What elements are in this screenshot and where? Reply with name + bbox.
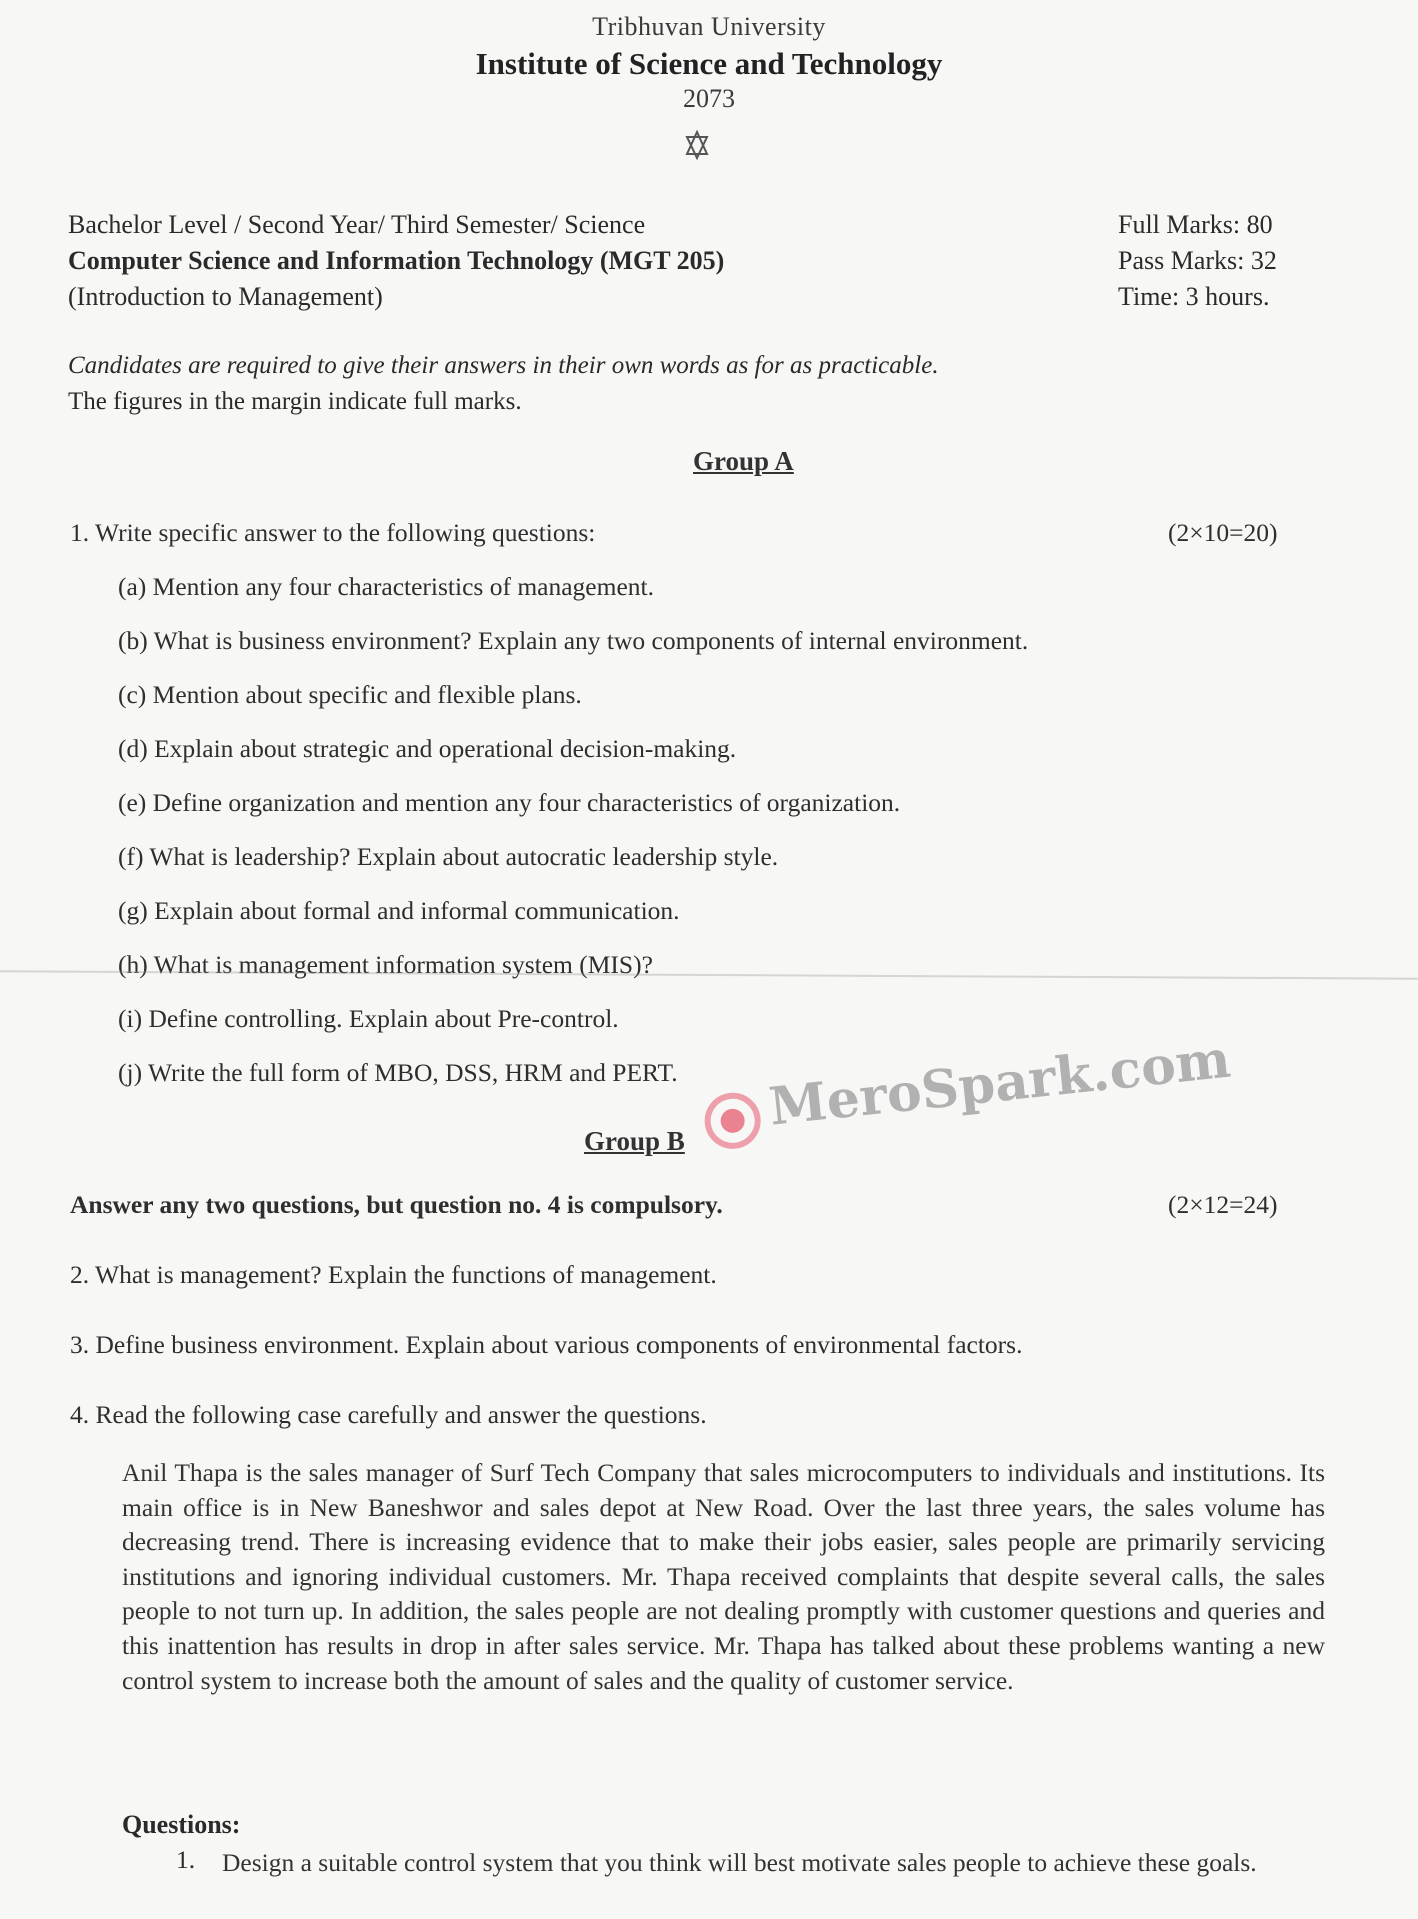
exam-year: 2073 xyxy=(683,84,735,113)
sub-question-j: (j) Write the full form of MBO, DSS, HRM and PERT. xyxy=(118,1058,678,1087)
question-3: 3. Define business environment. Explain about various components of environmental factors. xyxy=(70,1330,1023,1359)
sub-question-h: (h) What is management information system (MIS)? xyxy=(118,950,653,979)
sub-question-d: (d) Explain about strategic and operational decision-making. xyxy=(118,734,737,763)
level-line: Bachelor Level / Second Year/ Third Semester/ Science xyxy=(68,210,646,239)
group-a-title: Group A xyxy=(693,446,794,476)
sub-question-e: (e) Define organization and mention any four characteristics of organization. xyxy=(118,788,901,817)
institute-name: Institute of Science and Technology xyxy=(475,46,943,81)
instruction-line-2: The figures in the margin indicate full marks. xyxy=(68,388,522,415)
case-question-1: Design a suitable control system that you think will best motivate sales people to achieve these goals. xyxy=(222,1848,1257,1877)
question-2: 2. What is management? Explain the functions of management. xyxy=(70,1260,717,1289)
university-name: Tribhuvan University xyxy=(592,12,826,41)
sub-question-g: (g) Explain about formal and informal communication. xyxy=(118,896,680,925)
subject-line: (Introduction to Management) xyxy=(68,282,383,311)
full-marks: Full Marks: 80 xyxy=(1118,210,1273,239)
watermark xyxy=(700,1024,1234,1178)
question-1: 1. Write specific answer to the following questions: xyxy=(70,518,596,547)
case-question-1-number: 1. xyxy=(176,1845,196,1874)
sub-question-i: (i) Define controlling. Explain about Pre-control. xyxy=(118,1004,619,1033)
sub-question-a: (a) Mention any four characteristics of management. xyxy=(118,572,654,601)
group-a-marks: (2×10=20) xyxy=(1168,518,1278,547)
emblem-icon xyxy=(680,128,714,162)
sub-question-b: (b) What is business environment? Explain any two components of internal environment. xyxy=(118,626,1029,655)
course-line: Computer Science and Information Technology (MGT 205) xyxy=(68,246,725,275)
group-b-instruction: Answer any two questions, but question no. 4 is compulsory. xyxy=(70,1190,723,1219)
group-b-marks: (2×12=24) xyxy=(1168,1190,1278,1219)
question-4: 4. Read the following case carefully and answer the questions. xyxy=(70,1400,707,1429)
instruction-line-1: Candidates are required to give their answers in their own words as for as practicable. xyxy=(68,352,939,379)
questions-heading: Questions: xyxy=(122,1810,241,1839)
watermark-text: MeroSpark.com xyxy=(766,1028,1234,1138)
sub-question-f: (f) What is leadership? Explain about autocratic leadership style. xyxy=(118,842,779,871)
watermark-logo-icon xyxy=(702,1090,764,1152)
exam-time: Time: 3 hours. xyxy=(1118,282,1270,311)
case-study-paragraph: Anil Thapa is the sales manager of Surf Tech Company that sales microcomputers to individuals and institutions. Its main office is in New Baneshwor and sales depot at New Road. Over the last three years, the sales volume has decreasing trend. There is increasing evidence that to make their jobs easier, sales people are primarily servicing institutions and ignoring individual customers. Mr. Thapa received complaints that despite several calls, the sales people to not turn up. In addition, the sales people are not dealing promptly with customer questions and queries and this inattention has results in drop in after sales service. Mr. Thapa has talked about these problems wanting a new control system to increase both the amount of sales and the quality of customer service. xyxy=(122,1458,1325,1695)
group-b-title: Group B xyxy=(584,1126,685,1156)
pass-marks: Pass Marks: 32 xyxy=(1118,246,1277,275)
sub-question-c: (c) Mention about specific and flexible plans. xyxy=(118,680,582,709)
